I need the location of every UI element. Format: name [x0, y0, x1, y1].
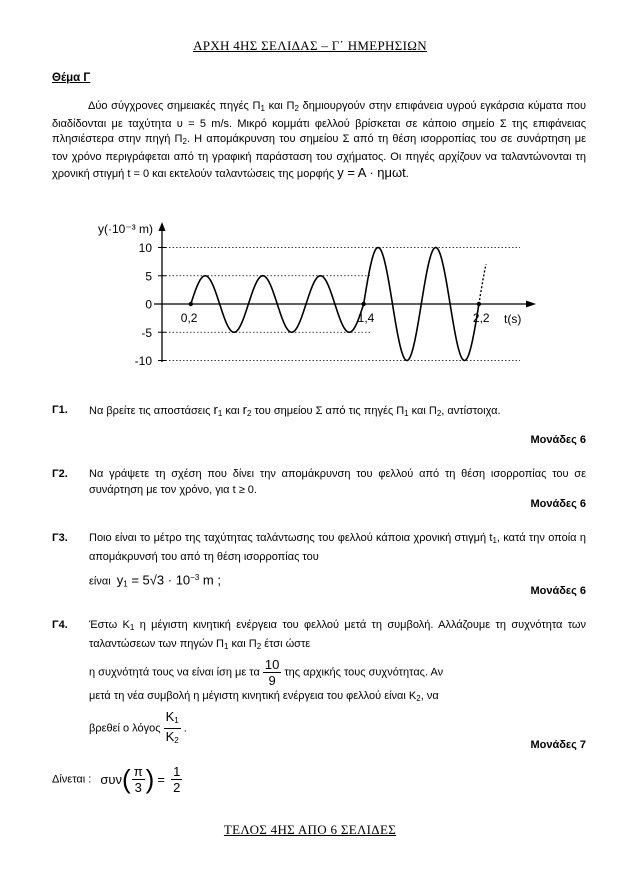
q-text: και Π — [411, 405, 437, 417]
math-exponent: −3 — [190, 573, 200, 582]
x-axis-label: t(s) — [504, 312, 522, 326]
question-g3 — [52, 530, 586, 600]
fraction-10-9 — [263, 657, 281, 688]
sub: 2 — [246, 409, 252, 418]
sub: 2 — [174, 736, 179, 745]
displacement-time-chart — [80, 214, 540, 382]
marks-label: Μονάδες 7 — [530, 739, 586, 751]
page-footer: ΤΕΛΟΣ 4ΗΣ ΑΠΟ 6 ΣΕΛΙΔΕΣ — [223, 822, 397, 837]
sub: 2 — [436, 409, 442, 418]
frac-den: 3 — [134, 780, 142, 795]
given-eq: = — [157, 772, 165, 787]
frac-num: 10 — [264, 657, 280, 672]
frac-den: K — [165, 729, 175, 744]
page-header: ΑΡΧΗ 4ΗΣ ΣΕΛΙΔΑΣ – Γ΄ ΗΜΕΡΗΣΙΩΝ — [193, 38, 427, 53]
x-tick-label: 0,2 — [180, 311, 198, 325]
x-axis-arrow — [526, 301, 536, 308]
math-r2: r — [242, 402, 247, 417]
given-label: Δίνεται : — [52, 773, 92, 786]
given-relation: Δίνεται : συν( $\frac{\pi}{3}$ ) = $\frac{1}{2}$ — [52, 764, 181, 795]
sub: 1 — [224, 642, 229, 651]
frac-num: π — [133, 764, 143, 779]
frac-num: 1 — [173, 764, 181, 779]
q-text: Έστω Κ — [89, 619, 130, 631]
q-text: μετά τη νέα συμβολή η μέγιστη κινητική ενέργεια του φελλού είναι Κ — [89, 690, 417, 702]
marks-label: Μονάδες 6 — [530, 434, 586, 446]
section-title: Θέμα Γ — [52, 72, 91, 84]
sub: 1 — [174, 716, 179, 725]
intro-text: . Η απομάκρυνση του σημείου Σ από τη θέση ισορροπίας του σε συνάρτηση — [186, 133, 571, 146]
y-tick-label: -10 — [134, 354, 152, 368]
sub: 2 — [182, 137, 187, 147]
y-tick-label: -5 — [141, 325, 152, 340]
intro-text: και Π — [264, 100, 295, 112]
frac-den: 9 — [268, 673, 276, 688]
math-y1-value: = 5√3 · 10 — [127, 572, 191, 588]
sub: 1 — [129, 623, 135, 632]
question-number: Γ4. — [52, 619, 68, 631]
q-text: , κατά την οποία η απομάκρυνσή του από τη θέση ισορροπίας του — [89, 532, 586, 563]
sub: 1 — [260, 104, 265, 113]
fraction-1-2 — [171, 764, 182, 795]
sub: 2 — [416, 694, 421, 703]
intro-formula: y = A · ημωt — [337, 165, 406, 181]
sub: 2 — [294, 104, 299, 113]
sub: 1 — [492, 536, 497, 545]
q-text: Να βρείτε τις αποστάσεις — [89, 405, 211, 417]
frac-num: K — [165, 709, 175, 724]
x-tick-label: 1,4 — [357, 311, 375, 325]
q-text: βρεθεί ο λόγος — [89, 722, 161, 735]
y-tick-label: 5 — [145, 269, 152, 284]
intro-text: της μορφής — [278, 168, 335, 181]
q-text: είναι — [89, 575, 111, 588]
question-number: Γ1. — [52, 404, 68, 416]
q-text: της αρχικής τους συχνότητας. Αν — [284, 666, 444, 679]
q-text: του σημείου Σ από τις πηγές Π — [254, 405, 405, 417]
question-number: Γ2. — [52, 468, 68, 480]
y-axis-label: y(·10⁻³ m) — [98, 222, 153, 236]
intro-paragraph: Δύο σύγχρονες σημειακές πηγές $\Pi_1$ και $\Pi_2$ δημιουργούν στην επιφάνεια υγρού εγκάρσια κύματα που διαδίδονται με ταχύτητα υ = 5 m/s. Μικρό κομμάτι φελλού βρίσκεται σε κάποιο σημείο Σ της επιφάνειας πλησιέστερα στην πηγή $\Pi_2$. Η απομάκρυνση του σημείου Σ από τη θέση ισορροπίας του σε συνάρτηση με τον χρόνο περιγράφεται από τη γραφική παράσταση του σχήματος. Οι πηγές αρχίζουν να ταλαντώνονται τη χρονική στιγμή t = 0 και εκτελούν ταλαντώσεις της μορφής y = A · ημωt. — [52, 100, 587, 181]
intro-text: υγρού εγκάρσια κύματα που διαδίδονται με ταχύτητα υ = 5 m/s. Μικρό κομμάτι — [52, 100, 586, 130]
question-g4 — [52, 617, 586, 757]
question-text: Να βρείτε τις αποστάσεις $r_1$ και $r_2$ του σημείου Σ από τις πηγές $\Pi_1$ και $\Pi_2$, αντίστοιχα. — [89, 402, 501, 418]
chart-axes — [98, 222, 536, 368]
sub: 1 — [123, 579, 128, 589]
marks-label: Μονάδες 6 — [530, 498, 586, 510]
q-text: , να — [420, 690, 439, 702]
q-text: η μέγιστη κινητική ενέργεια του φελλού μετά τη συμβολή. Αλλάζουμε τη συχνότητα των ταλαντώσεων των πηγών Π — [89, 619, 586, 650]
x-tick-label: 2,2 — [472, 311, 490, 325]
intro-text: Π — [174, 133, 183, 146]
y-tick-label: 10 — [138, 241, 152, 255]
q-text: η συχνότητά τους να είναι ίση με τα — [89, 666, 260, 679]
question-number: Γ3. — [52, 532, 68, 544]
marks-label: Μονάδες 6 — [530, 585, 586, 597]
question-text — [89, 530, 586, 593]
q-text: αντίστοιχα. — [447, 405, 501, 417]
intro-text: με τον χρόνο περιγράφεται από τη γραφική παράσταση του σχήματος. Οι πηγές — [52, 133, 586, 163]
given-func: συν — [100, 772, 123, 787]
question-text: Έστω $K_1$ η μέγιστη κινητική ενέργεια του φελλού μετά τη συμβολή. Αλλάζουμε τη συχνότητα των ταλαντώσεων των πηγών $\Pi_1$ και $\Pi_2$ έτσι ώστε η συχνότητά τους να είναι ίση με τα $\frac{10}{9}$ της αρχικής τους συχνότητας. Αν μετά τη νέα συμβολή η μέγιστη κινητική ενέργεια του φελλού είναι $K_2$, να βρεθεί ο λόγος $\frac{K_1}{K_2}$ . — [89, 617, 586, 748]
fraction-pi-3 — [132, 764, 145, 795]
fraction-k1-k2 — [164, 709, 181, 748]
sub: 1 — [217, 409, 223, 418]
curve-continuation — [479, 264, 486, 304]
y-tick-label: 0 — [145, 297, 152, 312]
question-text: Να γράψετε τη σχέση που δίνει την απομάκρυνση του φελλού από τη θέση ισορροπίας του σε συνάρτηση με τον χρόνο, για t ≥ 0. — [89, 468, 586, 496]
intro-text: αρχίζουν να ταλαντώνονται τη χρονική στιγμή t = 0 και εκτελούν ταλαντώσεις — [52, 150, 587, 181]
q-text: και Π — [228, 638, 257, 650]
intro-text: φελλού βρίσκεται σε κάποιο σημείο Σ της επιφάνειας πλησιέστερα στην πηγή — [52, 117, 586, 146]
q-text: Ποιο είναι το μέτρο της ταχύτητας ταλάντωσης του φελλού κάποια χρονική στιγμή t — [89, 532, 493, 544]
question-g2 — [52, 466, 586, 512]
sub: 1 — [404, 409, 409, 418]
intro-text: Δύο σύγχρονες σημειακές πηγές Π — [88, 100, 261, 112]
sub: 2 — [256, 642, 262, 651]
math-r1: r — [213, 402, 218, 417]
question-g1 — [52, 402, 586, 448]
math-unit: m ; — [199, 572, 221, 588]
math-y1: y — [116, 572, 124, 588]
y-axis-arrow — [159, 222, 166, 231]
q-text: έτσι ώστε — [261, 638, 311, 650]
q-text: και — [225, 405, 240, 417]
frac-den: 2 — [173, 780, 181, 795]
intro-text: δημιουργούν στην επιφάνεια — [298, 100, 443, 112]
